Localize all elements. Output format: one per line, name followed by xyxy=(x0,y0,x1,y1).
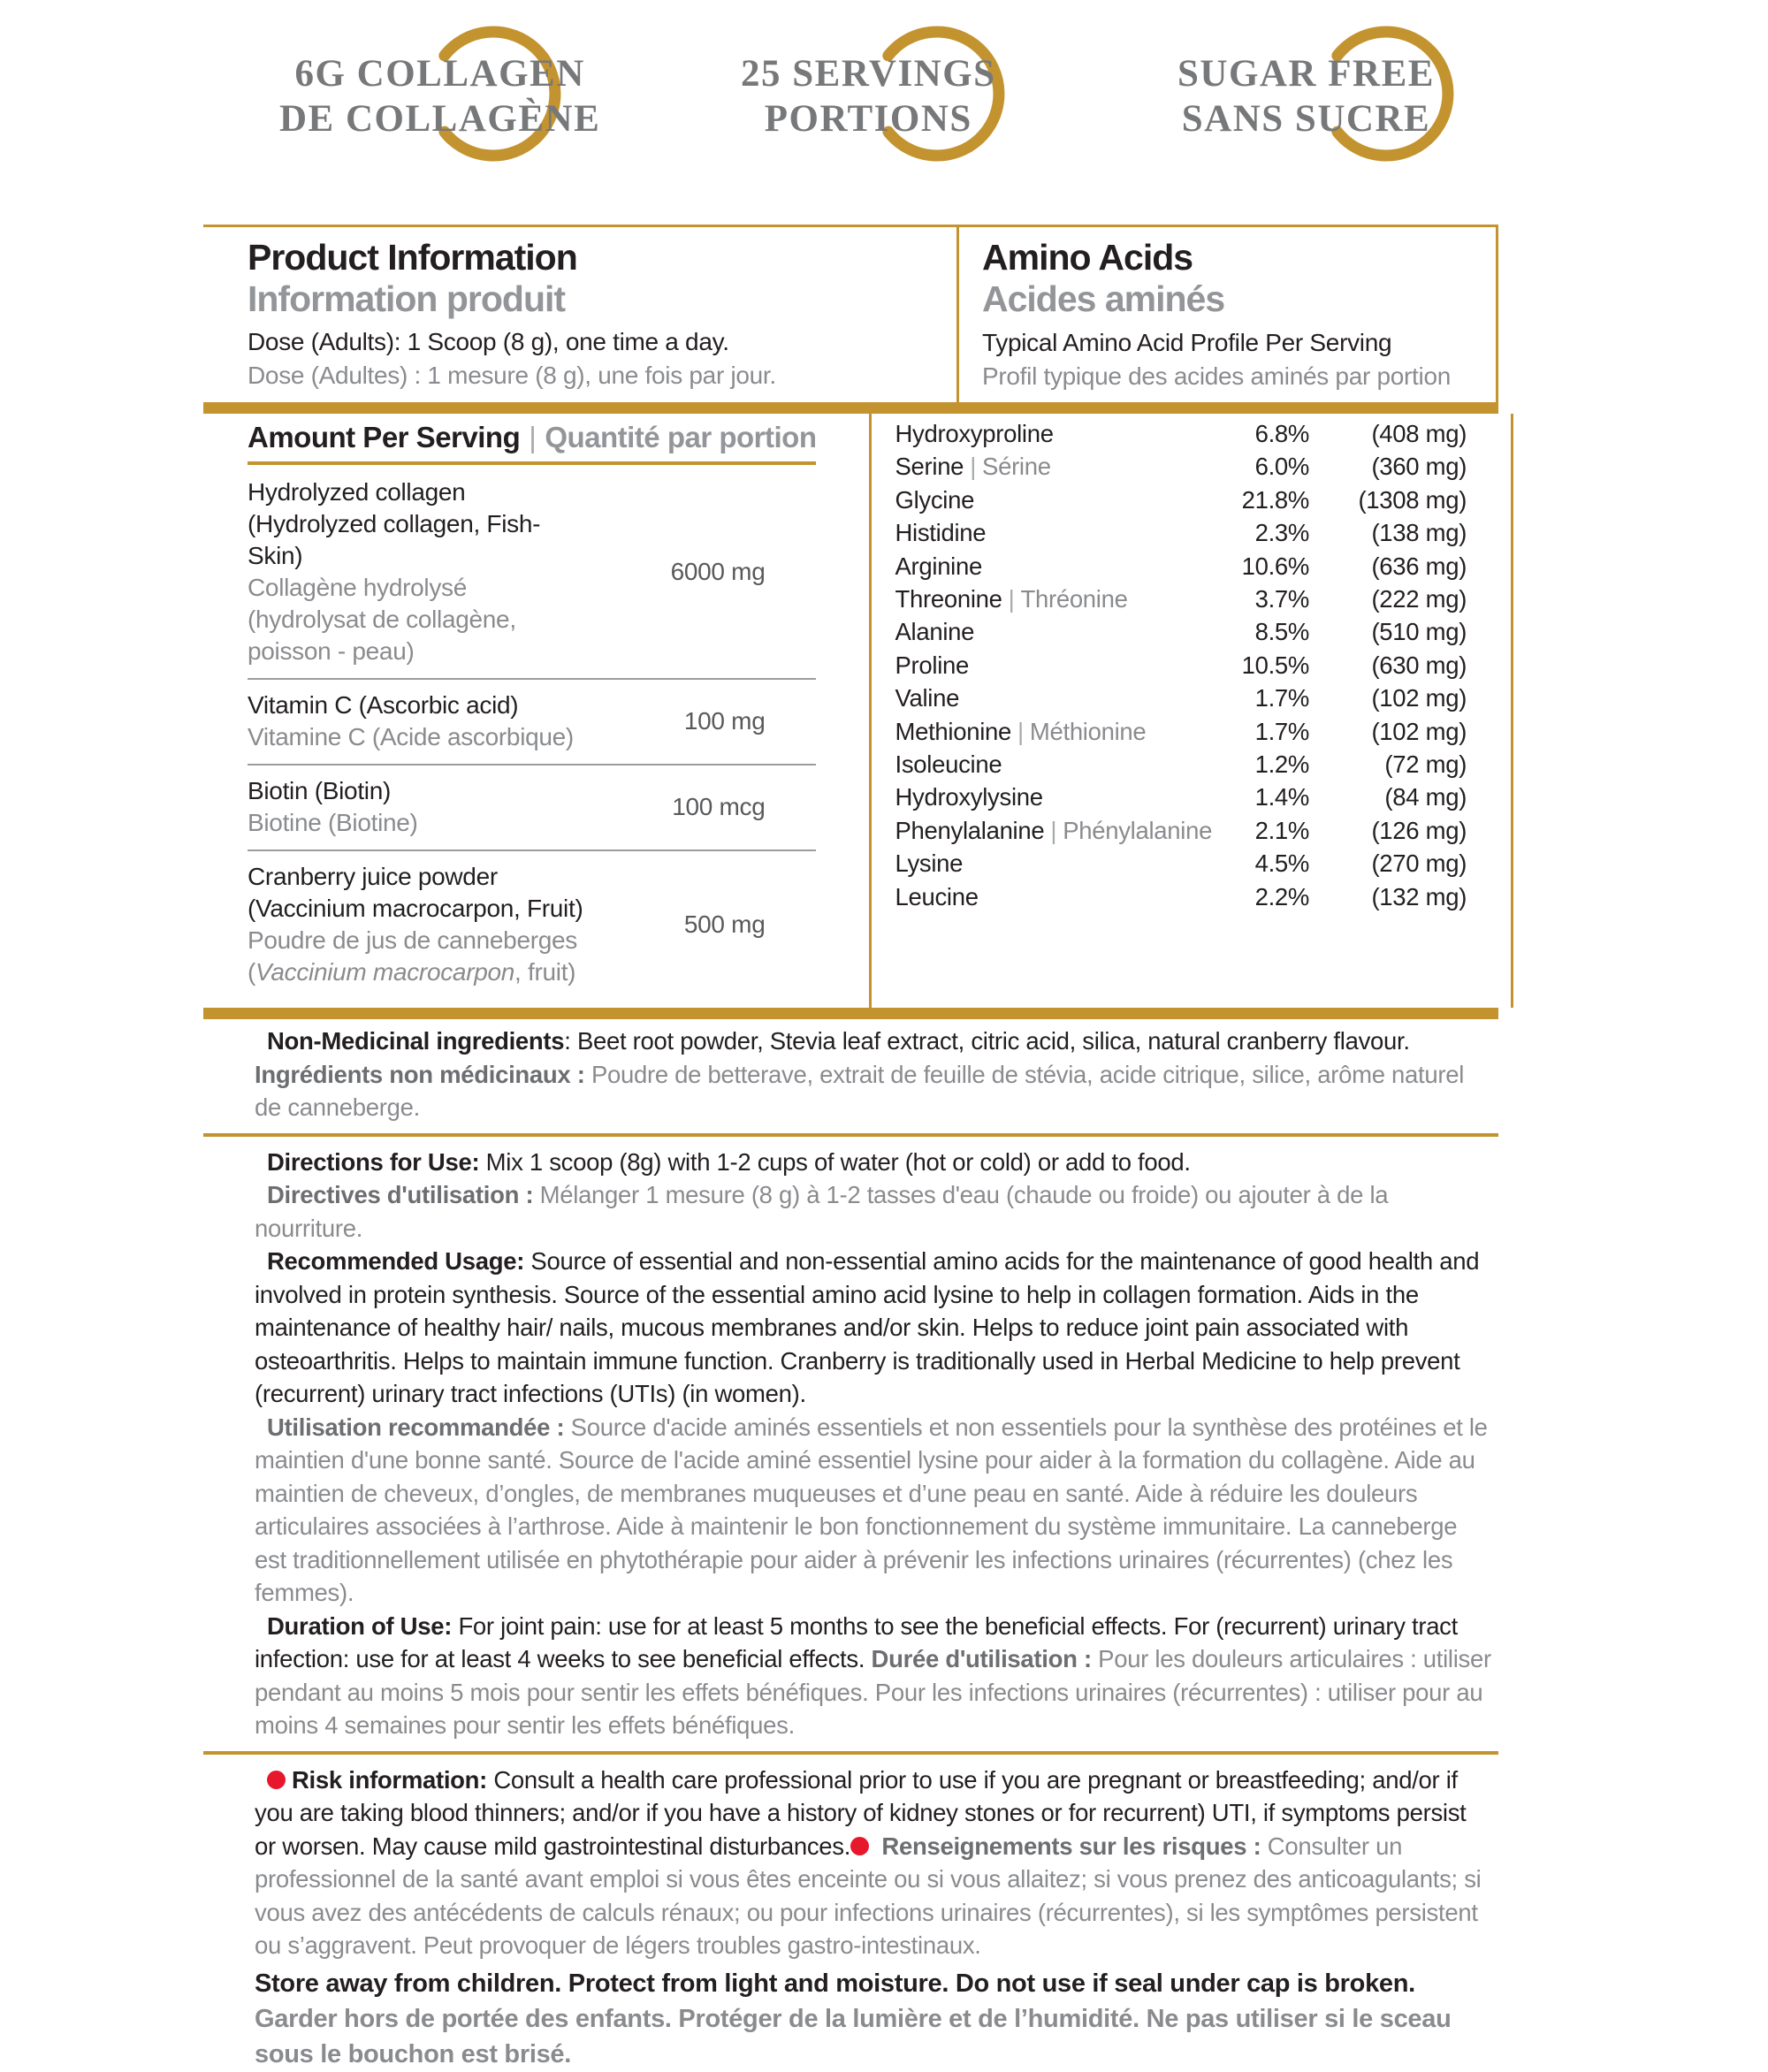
ingredient-name xyxy=(248,476,591,667)
amino-percent: 3.7% xyxy=(1254,585,1310,613)
amount-per-serving-section xyxy=(203,414,869,1008)
badge-collagen xyxy=(279,35,600,168)
amino-percent: 21.8% xyxy=(1241,485,1310,514)
paragraph-store-en: Store away from children. Protect from light and moisture. Do not use if seal under cap is broken. xyxy=(255,1969,1415,1998)
amino-title-en: Amino Acids xyxy=(982,237,1193,278)
paragraph-duration: Duration of Use: For joint pain: use for at least 5 months to see the beneficial effects. For (recurrent) urinary tract infection: use for at least 4 weeks to see beneficial effects. Durée d'utilisation : Pour les douleurs articulaires : utiliser pendant au moins 5 mois pour sentir les effets bénéfiques. Pour les infections urinaires (récurrentes) : utiliser pour au moins 4 semaines pour sentir les effets bénéfiques. xyxy=(255,1611,1491,1739)
amino-subtitle-en: Typical Amino Acid Profile Per Serving xyxy=(982,329,1392,356)
ingredient-name-fr: Poudre de jus de canneberges (Vaccinium macrocarpon, fruit) xyxy=(248,926,577,986)
amino-percent: 2.3% xyxy=(1254,519,1310,547)
amino-percent: 4.5% xyxy=(1254,849,1310,878)
amino-percent: 6.0% xyxy=(1254,453,1310,481)
amino-name: Hydroxyproline xyxy=(895,420,1054,447)
amount-header-en: Amount Per Serving xyxy=(248,421,521,453)
ingredient-name-en: Hydrolyzed collagen (Hydrolyzed collagen, Fish-Skin) xyxy=(248,478,541,569)
amino-mg: (408 mg) xyxy=(1371,420,1467,447)
amount-header-fr: Quantité par portion xyxy=(545,421,817,453)
amino-name: Serine | Sérine xyxy=(895,453,1051,481)
gold-rule xyxy=(203,1751,1498,1755)
ingredient-amount: 6000 mg xyxy=(670,558,766,585)
badge-sugar-free xyxy=(1177,35,1435,168)
ingredient-amount: 500 mg xyxy=(683,910,766,938)
amino-row xyxy=(895,615,1467,648)
paragraph-recommended-fr: Utilisation recommandée : Source d'acide aminés essentiels et non essentiels pour la synthèse des protéines et le maintien d'une bonne santé. Source de l'acide aminé essentiel lysine pour aider à la formation du collagène. Aide au maintien de cheveux, d’ongles, de membranes muqueuses et d’une peau en santé. Aide à réduire les douleurs articulaires associées à l’arthrose. Aide à maintenir le bon fonctionnement du système immunitaire. La canneberge est traditionnellement utilisée en phytothérapie pour aider à prévenir les infections urinaires (récurrentes) (chez les femmes). xyxy=(255,1413,1488,1606)
amino-row xyxy=(895,880,1467,913)
amino-percent: 1.4% xyxy=(1254,783,1310,811)
amino-percent: 1.2% xyxy=(1254,750,1310,779)
amino-percent: 2.1% xyxy=(1254,816,1310,844)
amino-mg: (138 mg) xyxy=(1371,519,1467,547)
amino-mg: (636 mg) xyxy=(1371,552,1467,580)
amino-name: Alanine xyxy=(895,618,975,646)
paragraph-directions-en: Directions for Use: Mix 1 scoop (8g) with 1-2 cups of water (hot or cold) or add to food. xyxy=(267,1147,1191,1176)
amino-name: Valine xyxy=(895,684,960,712)
amino-name: Leucine xyxy=(895,882,979,910)
amino-row xyxy=(895,450,1467,483)
amino-mg: (222 mg) xyxy=(1371,585,1467,613)
amino-percent: 1.7% xyxy=(1254,717,1310,745)
amino-percent: 8.5% xyxy=(1254,618,1310,646)
amino-name: Arginine xyxy=(895,552,982,580)
paragraph-risk: Risk information: Consult a health care professional prior to use if you are pregnant or breastfeeding; and/or if you are taking blood thinners; and/or if you have a history of kidney stones or for recurrent) UTI, if symptoms persist or worsen. May cause mild gastrointestinal disturbances. Renseignements sur les risques : Consulter un professionnel de la santé avant emploi si vous êtes enceinte ou si vous allaitez; si vous prenez des anticoagulants; si vous avez des antécédents de calculs rénaux; ou pour infections urinaires (récurrentes), si les symptômes persistent ou s’aggravent. Peut provoquer de légers troubles gastro-intestinaux. xyxy=(255,1765,1482,1959)
amino-mg: (1308 mg) xyxy=(1358,485,1467,514)
gold-rule xyxy=(203,1133,1498,1137)
amount-header-divider: | xyxy=(529,421,537,453)
amino-percent: 2.2% xyxy=(1254,882,1310,910)
ingredient-name-en: Vitamin C (Ascorbic acid) xyxy=(248,691,519,719)
ingredient-name xyxy=(248,775,591,839)
gold-rule xyxy=(248,461,816,465)
amino-list xyxy=(895,414,1467,913)
badge-collagen-text: 6G COLLAGEN DE COLLAGÈNE xyxy=(279,53,601,140)
amino-mg: (270 mg) xyxy=(1371,849,1467,878)
ingredient-name xyxy=(248,861,591,988)
amino-name: Histidine xyxy=(895,519,987,547)
amino-title-fr: Acides aminés xyxy=(982,278,1225,319)
amino-subtitle-fr: Profil typique des acides aminés par portion xyxy=(982,362,1451,390)
ingredient-amount: 100 mg xyxy=(683,707,766,735)
amino-row xyxy=(895,814,1467,847)
ingredient-row xyxy=(248,467,816,678)
badge-servings xyxy=(741,35,996,168)
amino-acid-table xyxy=(869,414,1513,1008)
ingredient-amount: 100 mcg xyxy=(672,793,766,820)
amino-percent: 10.5% xyxy=(1241,651,1310,679)
product-information-title-en: Product Information xyxy=(248,237,577,278)
amino-name: Glycine xyxy=(895,485,975,514)
amino-row xyxy=(895,748,1467,781)
amino-acids-header xyxy=(956,227,1498,402)
amino-mg: (360 mg) xyxy=(1371,453,1467,481)
header-row xyxy=(203,225,1498,402)
amino-name: Methionine | Méthionine xyxy=(895,717,1147,745)
ingredient-name-fr: Biotine (Biotine) xyxy=(248,809,418,836)
amino-name: Isoleucine xyxy=(895,750,1002,779)
amino-row xyxy=(895,583,1467,615)
paragraph-store-fr: Garder hors de portée des enfants. Protéger de la lumière et de l’humidité. Ne pas utiliser si le sceau sous le bouchon est brisé. xyxy=(255,2004,1452,2068)
amino-mg: (510 mg) xyxy=(1371,618,1467,646)
amino-row xyxy=(895,550,1467,583)
amino-name: Hydroxylysine xyxy=(895,783,1043,811)
paragraph-recommended-en: Recommended Usage: Source of essential and non-essential amino acids for the maintenance of good health and involved in protein synthesis. Source of the essential amino acid lysine to help in collagen formation. Aids in the maintenance of healthy hair/ nails, mucous membranes and/or skin. Helps to reduce joint pain associated with osteoarthritis. Helps to maintain immune function. Cranberry is traditionally used in Herbal Medicine to help prevent (recurrent) urinary tract infections (UTIs) (in women). xyxy=(255,1247,1480,1407)
body-row xyxy=(203,414,1498,1008)
facts-panel xyxy=(203,225,1498,2072)
amino-name: Lysine xyxy=(895,849,964,878)
amino-mg: (102 mg) xyxy=(1371,717,1467,745)
dose-en: Dose (Adults): 1 Scoop (8 g), one time a day. xyxy=(248,328,729,355)
amino-row xyxy=(895,516,1467,549)
product-information-header xyxy=(203,227,956,402)
ingredient-name-en: Biotin (Biotin) xyxy=(248,777,392,804)
gold-bar-divider xyxy=(203,1008,1498,1019)
amino-row xyxy=(895,484,1467,516)
amino-mg: (72 mg) xyxy=(1384,750,1467,779)
amino-percent: 6.8% xyxy=(1254,420,1310,447)
amino-percent: 1.7% xyxy=(1254,684,1310,712)
ingredient-row xyxy=(248,764,816,849)
paragraph-non-medicinal: Non-Medicinal ingredients: Beet root powder, Stevia leaf extract, citric acid, silica, natural cranberry flavour. Ingrédients non médicinaux : Poudre de betterave, extrait de feuille de stévia, acide citrique, silice, arôme naturel de canneberge. xyxy=(255,1027,1465,1121)
badge-sugar-free-text: SUGAR FREE SANS SUCRE xyxy=(1177,53,1435,140)
amino-row xyxy=(895,781,1467,813)
ingredient-row xyxy=(248,849,816,999)
amino-row xyxy=(895,715,1467,748)
amino-row xyxy=(895,847,1467,880)
amino-mg: (630 mg) xyxy=(1371,651,1467,679)
paragraph-directions-fr: Directives d'utilisation : Mélanger 1 mesure (8 g) à 1-2 tasses d'eau (chaude ou froide) ou ajouter à de la nourriture. xyxy=(255,1181,1389,1242)
amino-name: Proline xyxy=(895,651,969,679)
product-information-title-fr: Information produit xyxy=(248,278,566,319)
dose-fr: Dose (Adultes) : 1 mesure (8 g), une fois par jour. xyxy=(248,362,776,389)
ingredient-name xyxy=(248,689,591,753)
amino-row xyxy=(895,417,1467,450)
amino-mg: (102 mg) xyxy=(1371,684,1467,712)
amino-mg: (84 mg) xyxy=(1384,783,1467,811)
badge-servings-text: 25 SERVINGS PORTIONS xyxy=(741,53,996,140)
red-dot-icon xyxy=(267,1771,286,1789)
amino-name: Phenylalanine | Phénylalanine xyxy=(895,816,1213,844)
amino-percent: 10.6% xyxy=(1241,552,1310,580)
amino-mg: (126 mg) xyxy=(1371,816,1467,844)
ingredient-list xyxy=(248,467,816,999)
amino-row xyxy=(895,649,1467,682)
ingredient-name-fr: Collagène hydrolysé (hydrolysat de collagène, poisson - peau) xyxy=(248,574,516,665)
amino-name: Threonine | Thréonine xyxy=(895,585,1128,613)
amino-mg: (132 mg) xyxy=(1371,882,1467,910)
ingredient-row xyxy=(248,678,816,764)
information-paragraphs xyxy=(203,1019,1498,2072)
red-dot-icon xyxy=(850,1837,869,1855)
gold-bar-divider xyxy=(203,402,1498,414)
amount-per-serving-header xyxy=(248,414,816,461)
ingredient-name-fr: Vitamine C (Acide ascorbique) xyxy=(248,723,574,750)
amino-row xyxy=(895,682,1467,714)
ingredient-name-en: Cranberry juice powder (Vaccinium macrocarpon, Fruit) xyxy=(248,863,583,922)
